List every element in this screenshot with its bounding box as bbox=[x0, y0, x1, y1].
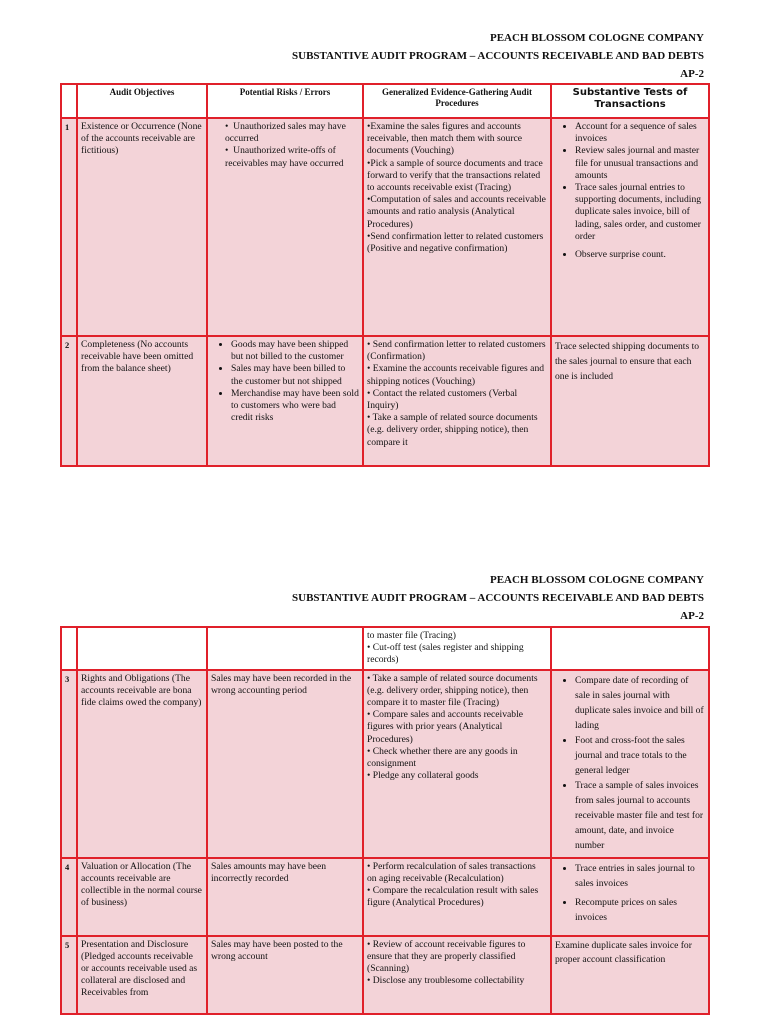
header-potential-risks: Potential Risks / Errors bbox=[207, 84, 363, 118]
list-item: • Observe surprise count. bbox=[575, 249, 705, 261]
table-header-row bbox=[61, 84, 709, 118]
list-item: • Goods may have been shipped but not billed to the customer bbox=[231, 339, 359, 363]
list-item: • Disclose any troublesome collectability bbox=[367, 975, 525, 987]
audit-objective bbox=[77, 627, 207, 670]
list-item: • Trace entries in sales journal to sales invoices bbox=[575, 861, 705, 891]
row-number: 1 bbox=[61, 118, 77, 336]
header-num bbox=[61, 84, 77, 118]
list-item: • Foot and cross-foot the sales journal and trace totals to the general ledger bbox=[575, 733, 705, 778]
substantive-tests: Trace selected shipping documents to the sales journal to ensure that each one is included bbox=[551, 336, 709, 466]
list-item: • Review sales journal and master file for unusual transactions and amounts bbox=[575, 145, 705, 182]
list-item: • Unauthorized sales may have occurred bbox=[225, 121, 346, 145]
row-number: 2 bbox=[61, 336, 77, 466]
header-evidence-procedures: Generalized Evidence-Gathering Audit Procedures bbox=[363, 84, 551, 118]
company-name: PEACH BLOSSOM COLOGNE COMPANY bbox=[489, 32, 704, 44]
list-item: • Trace sales journal entries to supporting documents, including duplicate sales invoice, bill of lading, sales order, and customer order bbox=[575, 182, 705, 243]
list-item: • Contact the related customers (Verbal Inquiry) bbox=[367, 387, 518, 412]
program-title: SUBSTANTIVE AUDIT PROGRAM – ACCOUNTS RECEIVABLE AND BAD DEBTS bbox=[292, 592, 704, 604]
table-row bbox=[61, 858, 709, 936]
potential-risks bbox=[207, 118, 363, 336]
list-item: • Cut-off test (sales register and shipping records) bbox=[367, 642, 524, 666]
list-item: • Review of account receivable figures to ensure that they are properly classified (Scanning) bbox=[367, 938, 526, 975]
table-row bbox=[61, 627, 709, 670]
audit-objective: Presentation and Disclosure (Pledged accounts receivable or accounts receivable used as collateral are disclosed and Receivables from bbox=[77, 936, 207, 1014]
potential-risks: Sales may have been posted to the wrong account bbox=[207, 936, 363, 1014]
list-item: • Compare sales and accounts receivable figures with prior years (Analytical Procedures) bbox=[367, 709, 523, 745]
list-item: • Account for a sequence of sales invoices bbox=[575, 121, 705, 145]
audit-procedures bbox=[363, 670, 551, 858]
list-item: • Take a sample of related source documents (e.g. delivery order, shipping notice), then compare it to master file (Tracing) bbox=[367, 672, 538, 709]
audit-procedures bbox=[363, 627, 551, 670]
audit-procedures bbox=[363, 936, 551, 1014]
list-item: • Trace a sample of sales invoices from sales journal to accounts receivable master file and test for amount, date, and invoice number bbox=[575, 778, 705, 853]
list-item: • Recompute prices on sales invoices bbox=[575, 895, 705, 925]
list-item: to master file (Tracing) bbox=[367, 630, 456, 641]
list-item: •Examine the sales figures and accounts receivable, then match them with source documents (Vouching) bbox=[367, 121, 523, 157]
header-audit-objectives: Audit Objectives bbox=[77, 84, 207, 118]
program-code: AP-2 bbox=[680, 68, 704, 80]
list-item: • Compare the recalculation result with sales figure (Analytical Procedures) bbox=[367, 885, 539, 909]
potential-risks bbox=[207, 627, 363, 670]
page-header-1 bbox=[292, 30, 704, 82]
list-item: • Unauthorized write-offs of receivables may have occurred bbox=[225, 145, 344, 169]
company-name: PEACH BLOSSOM COLOGNE COMPANY bbox=[489, 574, 704, 586]
substantive-tests bbox=[551, 118, 709, 336]
audit-table-page-2 bbox=[60, 626, 710, 1015]
list-item: • Merchandise may have been sold to customers who were bad credit risks bbox=[231, 388, 359, 425]
list-item: • Send confirmation letter to related customers (Confirmation) bbox=[367, 339, 546, 363]
page-header-2 bbox=[292, 572, 704, 624]
audit-objective: Rights and Obligations (The accounts receivable are bona fide claims owed the company) bbox=[77, 670, 207, 858]
audit-table-page-1 bbox=[60, 83, 710, 467]
row-number: 4 bbox=[61, 858, 77, 936]
substantive-tests bbox=[551, 627, 709, 670]
list-item: • Examine the accounts receivable figures and shipping notices (Vouching) bbox=[367, 363, 545, 387]
list-item: • Sales may have been billed to the customer but not shipped bbox=[231, 363, 359, 387]
table-row bbox=[61, 118, 709, 336]
audit-procedures bbox=[363, 336, 551, 466]
header-substantive-tests: Substantive Tests of Transactions bbox=[551, 84, 709, 118]
substantive-tests bbox=[551, 858, 709, 936]
audit-objective: Existence or Occurrence (None of the accounts receivable are fictitious) bbox=[77, 118, 207, 336]
list-item: • Pledge any collateral goods bbox=[367, 770, 479, 782]
audit-objective: Completeness (No accounts receivable have been omitted from the balance sheet) bbox=[77, 336, 207, 466]
row-number: 5 bbox=[61, 936, 77, 1014]
table-row bbox=[61, 336, 709, 466]
program-code: AP-2 bbox=[680, 610, 704, 622]
audit-procedures bbox=[363, 858, 551, 936]
list-item: • Perform recalculation of sales transactions on aging receivable (Recalculation) bbox=[367, 860, 536, 884]
list-item: • Take a sample of related source documents (e.g. delivery order, shipping notice), then compare it bbox=[367, 412, 538, 448]
list-item: •Computation of sales and accounts receivable amounts and ratio analysis (Analytical Procedures) bbox=[367, 194, 546, 230]
list-item: • Check whether there are any goods in consignment bbox=[367, 745, 518, 770]
list-item: •Pick a sample of source documents and trace forward to verify that the transactions related to accounts receivable exist (Tracing) bbox=[367, 157, 543, 194]
substantive-tests bbox=[551, 670, 709, 858]
table-row bbox=[61, 670, 709, 858]
potential-risks: Sales may have been recorded in the wrong accounting period bbox=[207, 670, 363, 858]
row-number: 3 bbox=[61, 670, 77, 858]
program-title: SUBSTANTIVE AUDIT PROGRAM – ACCOUNTS RECEIVABLE AND BAD DEBTS bbox=[292, 50, 704, 62]
list-item: •Send confirmation letter to related customers (Positive and negative confirmation) bbox=[367, 230, 544, 255]
table-row bbox=[61, 936, 709, 1014]
list-item: • Compare date of recording of sale in sales journal with duplicate sales invoice and bill of lading bbox=[575, 673, 705, 733]
audit-objective: Valuation or Allocation (The accounts receivable are collectible in the normal course of business) bbox=[77, 858, 207, 936]
audit-procedures bbox=[363, 118, 551, 336]
potential-risks: Sales amounts may have been incorrectly recorded bbox=[207, 858, 363, 936]
row-number bbox=[61, 627, 77, 670]
potential-risks bbox=[207, 336, 363, 466]
substantive-tests: Examine duplicate sales invoice for proper account classification bbox=[551, 936, 709, 1014]
